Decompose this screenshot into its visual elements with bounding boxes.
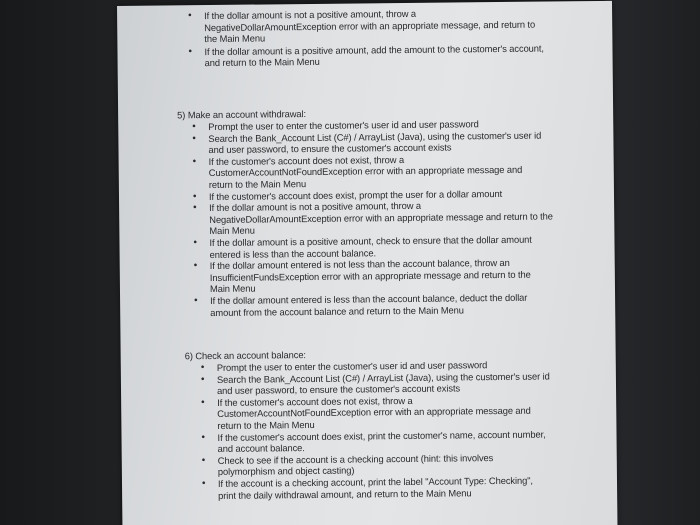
section-5-heading: 5) Make an account withdrawal: bbox=[177, 108, 307, 121]
list-item: • Prompt the user to enter the customer's user id and user password bbox=[208, 117, 558, 132]
list-item: • Search the Bank_Account List (C#) / ArrayList (Java), using the customer's user id and user password, to ensure the customer's account exists bbox=[217, 370, 557, 397]
background-left bbox=[0, 0, 120, 525]
section-6-bullet-list bbox=[217, 358, 568, 501]
list-item: • If the dollar amount is a positive amount, check to ensure that the dollar amount entered is less than the account balance. bbox=[209, 233, 549, 260]
list-item: • If the dollar amount entered is less than the account balance, deduct the dollar amount from the account balance and return to the Main Menu bbox=[210, 291, 555, 318]
list-item: • If the dollar amount is not a positive amount, throw a NegativeDollarAmountException error with an appropriate message, and return to the Main Menu bbox=[204, 7, 544, 45]
background-right bbox=[605, 0, 700, 525]
document-body bbox=[117, 1, 612, 501]
section-6-heading: 6) Check an account balance: bbox=[184, 349, 306, 362]
list-item: • Check to see if the account is a checking account (hint: this involves polymorphism and object casting) bbox=[218, 452, 518, 478]
list-item: • If the dollar amount is not a positive amount, throw a NegativeDollarAmountException error with an appropriate message and return to the Main Menu bbox=[209, 199, 554, 237]
list-item: • If the account is a checking account, print the label "Account Type: Checking", print the daily withdrawal amount, and return to the Main Menu bbox=[218, 474, 553, 501]
top-bullet-list bbox=[204, 6, 555, 70]
list-item: • If the customer's account does exist, prompt the user for a dollar amount bbox=[209, 187, 559, 202]
list-item: • Prompt the user to enter the customer's user id and user password bbox=[217, 358, 567, 373]
section-5-bullet-list bbox=[208, 117, 560, 318]
list-item: • If the customer's account does exist, print the customer's name, account number, and account balance. bbox=[217, 428, 562, 455]
list-item: • If the dollar amount is a positive amount, add the amount to the customer's account, and return to the Main Menu bbox=[204, 42, 544, 69]
list-item: • If the customer's account does not exist, throw a CustomerAccountNotFoundException error with an appropriate message and return to the Main Menu bbox=[217, 393, 547, 431]
list-item: • Search the Bank_Account List (C#) / ArrayList (Java), using the customer's user id and user password, to ensure the customer's account exists bbox=[208, 129, 553, 156]
list-item: • If the dollar amount entered is not less than the account balance, throw an InsufficientFundsException error with an appropriate message and return to the Main Menu bbox=[210, 257, 550, 295]
paper-sheet bbox=[117, 1, 618, 525]
list-item: • If the customer's account does not exist, throw a CustomerAccountNotFoundException error with an appropriate message and return to the Main Menu bbox=[209, 152, 539, 190]
